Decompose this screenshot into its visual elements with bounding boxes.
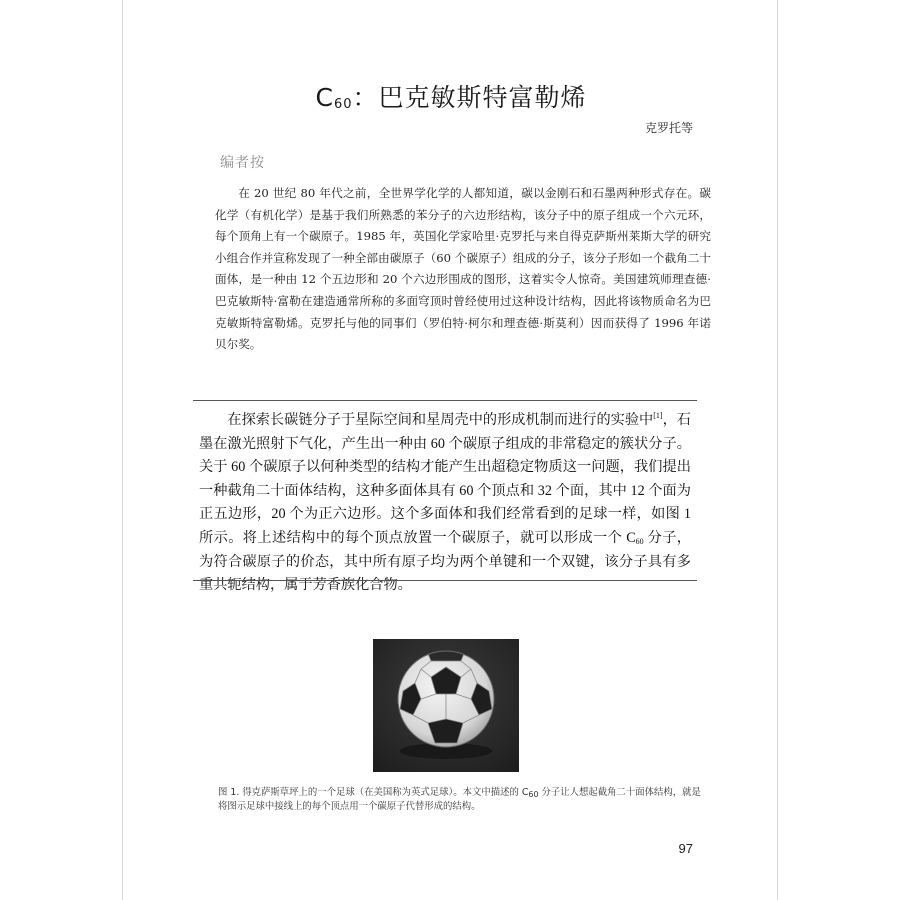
soccer-ball-image [373, 639, 519, 772]
body-paragraph: 在探索长碳链分子于星际空间和星周壳中的形成机制而进行的实验中[1]，石墨在激光照射下气化，产生出一种由 60 个碳原子组成的非常稳定的簇状分子。关于 60 个碳原子以何种类型的结构才能产生出超稳定物质这一问题，我们提出一种截角二十面体结构，这种多面体具有 60 个顶点和 32 个面，其中 12 个面为正五边形，20 个为正六边形。这个多面体和我们经常看到的足球一样，如图 1 所示。将上述结构中的每个顶点放置一个碳原子，就可以形成一个 $C_{60}$ 分子，为符合碳原子的价态，其中所有原子均为两个单键和一个双键，该分子具有多重共轭结构，属于芳香族化合物。 [199, 411, 691, 594]
editor-note-heading: 编者按 [220, 155, 265, 171]
divider-bottom [193, 580, 697, 581]
divider-top [193, 400, 697, 401]
figure-caption: 图 1. 得克萨斯草坪上的一个足球（在美国称为英式足球）。本文中描述的 $C_{60}$ 分子让人想起截角二十面体结构，就是将图示足球中接线上的每个顶点用一个碳原子代替形成的结构。 [218, 787, 701, 812]
article-title: $C_{60}$：巴克敏斯特富勒烯 [315, 83, 587, 112]
article-author: 克罗托等 [644, 121, 693, 135]
soccer-ball-photo [373, 639, 519, 772]
page-number: 97 [678, 841, 693, 856]
reference-marker: [1] [653, 411, 663, 420]
editor-note-text: 在 20 世纪 80 年代之前，全世界学化学的人都知道，碳以金刚石和石墨两种形式存在。碳化学（有机化学）是基于我们所熟悉的苯分子的六边形结构，该分子中的原子组成一个六元环，每个顶角上有一个碳原子。1985 年，英国化学家哈里·克罗托与来自得克萨斯州莱斯大学的研究小组合作并宣称发现了一种全部由碳原子（60 个碳原子）组成的分子，该分子形如一个截角二十面体，是一种由 12 个五边形和 20 个六边形围成的图形，这着实令人惊奇。美国建筑师理查德·巴克敏斯特·富勒在建造通常所称的多面穹顶时曾经使用过这种设计结构，因此将该物质命名为巴克敏斯特富勒烯。克罗托与他的同事们（罗伯特·柯尔和理查德·斯莫利）因而获得了 1996 年诺贝尔奖。 [215, 186, 711, 352]
book-page [122, 0, 778, 900]
